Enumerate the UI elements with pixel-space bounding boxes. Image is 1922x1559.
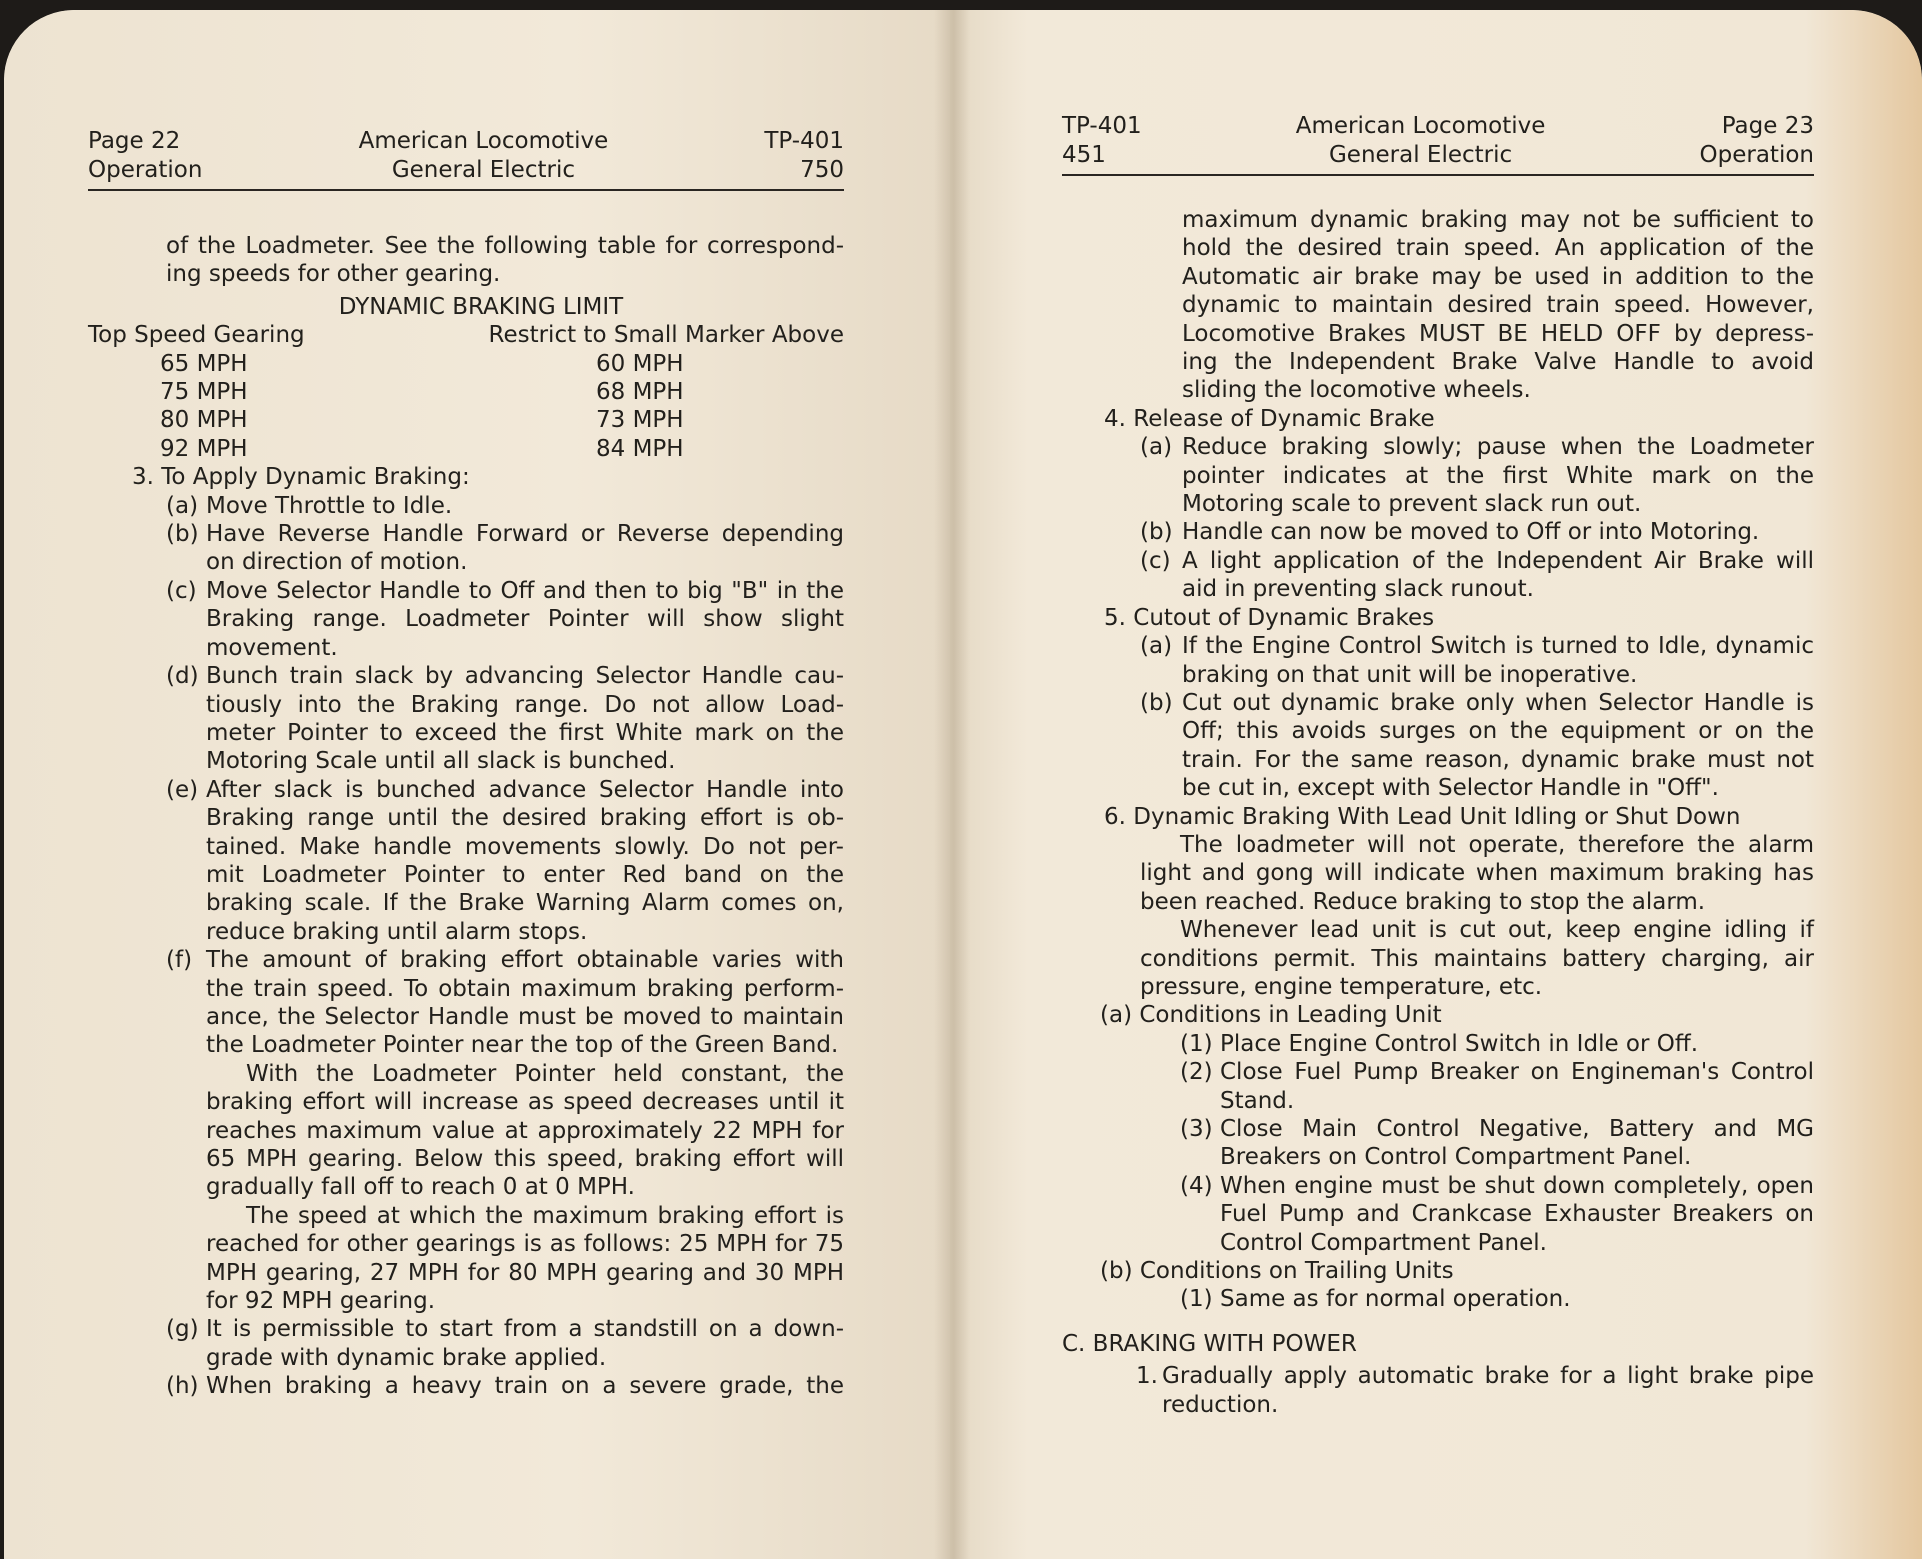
sub-b-title: (b) Conditions on Trailing Units [1100,1258,1454,1285]
table-row [88,435,844,463]
right-header-doc-block [1062,112,1142,170]
item-label: (1) [1180,1030,1213,1057]
table-row [88,378,844,406]
step-4-title: 4. Release of Dynamic Brake [1104,405,1435,432]
list-item [1180,1285,1814,1313]
list-item [166,577,844,662]
sub-a-title: (a) Conditions in Leading Unit [1100,1002,1442,1029]
item-label: (f) [166,947,193,974]
item-label: (c) [1140,547,1171,574]
item-text: Bunch train slack by advancing Selector Handle cau- tiously into the Braking range. Do not allow Load- meter Pointer to exceed the first White mark on the Motoring Scale until all slack is bunched. [206,663,844,775]
item-label: 1. [1136,1363,1158,1390]
limit-speed: 84 MPH [596,435,684,462]
intro-paragraph: of the Loadmeter. See the following table for correspond- ing speeds for other gearing. [166,233,844,288]
item-text: When engine must be shut down completely, open Fuel Pump and Crankcase Exhauster Breakers on Control Compartment Panel. [1220,1172,1814,1256]
step-6-paragraph-2: Whenever lead unit is cut out, keep engine idling if conditions permit. This maintains battery charging, air pressure, engine temperature, etc. [1140,917,1814,1000]
gear-speed: 92 MPH [160,435,248,462]
left-page [4,10,950,1559]
list-item [166,492,844,520]
left-page-body [88,232,844,1401]
left-header-page-block [88,127,202,185]
step-6-body [1062,831,1814,1001]
item-text: Move Throttle to Idle. [206,492,453,519]
item-label: (h) [166,1373,199,1400]
step-3-list [88,492,844,1401]
section-name: Operation [1699,142,1814,168]
item-text: Same as for normal operation. [1220,1286,1571,1313]
limit-speed: 60 MPH [596,350,684,377]
step-3-title: 3. To Apply Dynamic Braking: [132,464,470,491]
right-page-header [1062,112,1814,176]
list-item [1140,518,1814,546]
list-item [1140,547,1814,604]
list-item [166,776,844,946]
org-line-1: American Locomotive [358,128,609,154]
list-item [1180,1172,1814,1257]
list-item [166,1315,844,1372]
list-item [166,662,844,776]
item-label: (c) [166,577,197,604]
list-item [1140,689,1814,803]
left-header-org-block [359,127,609,185]
item-label: (a) [1140,633,1173,660]
item-label: (a) [166,492,199,519]
table-header-row [88,321,844,349]
list-item [1180,1058,1814,1115]
item-text: Close Fuel Pump Breaker on Engineman's Control Stand. [1220,1059,1814,1114]
step-4-list [1062,433,1814,603]
list-item [1180,1030,1814,1058]
right-header-org-block [1296,112,1546,170]
item-text: Have Reverse Handle Forward or Reverse depending on direction of motion. [206,521,844,576]
item-label: (4) [1180,1172,1213,1199]
list-item [1136,1362,1814,1419]
limit-speed: 68 MPH [596,379,684,406]
item-text: Close Main Control Negative, Battery and MG Breakers on Control Compartment Panel. [1220,1116,1814,1171]
item-text: Reduce braking slowly; pause when the Loadmeter pointer indicates at the first White mark on the Motoring scale to prevent slack run out. [1182,434,1814,518]
gear-speed: 65 MPH [160,350,248,377]
step-6-title: 6. Dynamic Braking With Lead Unit Idling or Shut Down [1104,803,1741,830]
item-text: Place Engine Control Switch in Idle or Off. [1220,1030,1699,1057]
item-label: (a) [1140,434,1173,461]
doc-code: TP-401 [764,128,844,154]
table-title: DYNAMIC BRAKING LIMIT [338,293,624,320]
org-line-1: American Locomotive [1295,113,1546,139]
step-6-paragraph-1: The loadmeter will not operate, therefore the alarm light and gong will indicate when maximum braking has been reached. Reduce braking to stop the alarm. [1140,831,1814,915]
item-text: The amount of braking effort obtainable varies with the train speed. To obtain maximum braking perform- ance, the Selector Handle must be moved to maintain the Loadmeter Pointer near the top of the Green Band. [206,947,844,1059]
f-paragraph-2: The speed at which the maximum braking effort is reached for other gearings is as follows: 25 MPH for 75 MPH gearing, 27 MPH for 80 MPH gearing and 30 MPH for 92 MPH gearing. [206,1202,844,1315]
item-text: After slack is bunched advance Selector Handle into Braking range until the desired braking effort is ob- tained. Make handle movements slowly. Do not per- mit Loadmeter Pointer to enter Red band on the braking scale. If the Brake Warning Alarm comes on, reduce braking until alarm stops. [206,776,844,945]
doc-code: TP-401 [1062,113,1142,139]
section-c-list [1062,1362,1814,1419]
item-label: (e) [166,776,199,803]
item-text: Gradually apply automatic brake for a light brake pipe reduction. [1162,1363,1814,1418]
item-label: (b) [166,521,199,548]
list-item [166,1372,844,1400]
left-header-doc-block [764,127,844,185]
item-text: Handle can now be moved to Off or into Motoring. [1182,519,1760,546]
item-label: (3) [1180,1116,1213,1142]
list-item [1180,1115,1814,1172]
step-5-list [1062,632,1814,802]
item-text: Cut out dynamic brake only when Selector Handle is Off; this avoids surges on the equipment or on the train. For the same reason, dynamic brake must not be cut in, except with Selector Handle in "Off". [1182,689,1814,802]
gear-speed: 80 MPH [160,407,248,434]
page-number: Page 22 [88,128,181,154]
item-text: It is permissible to start from a standstill on a down- grade with dynamic brake applied. [206,1316,844,1371]
table-col-limit: Restrict to Small Marker Above [488,322,844,349]
table-row [88,350,844,378]
list-item [166,520,844,577]
sub-b-list [1062,1285,1814,1313]
org-line-2: General Electric [1328,142,1513,168]
step-5-title: 5. Cutout of Dynamic Brakes [1104,604,1435,631]
gear-speed: 75 MPH [160,379,248,406]
section-name: Operation [88,157,203,183]
section-c-title: C. BRAKING WITH POWER [1062,1330,1357,1357]
org-line-2: General Electric [391,157,575,183]
limit-speed: 73 MPH [596,407,684,434]
item-text: When braking a heavy train on a severe grade, the [206,1373,844,1400]
item-label: (b) [1140,519,1173,546]
list-item [166,946,844,1060]
item-label: (2) [1180,1059,1213,1086]
item-label: (g) [166,1316,199,1343]
binding-gutter [934,10,970,1559]
list-item [1140,433,1814,518]
item-text: Move Selector Handle to Off and then to big "B" in the Braking range. Loadmeter Pointer will show slight movement. [206,577,844,661]
right-header-page-block [1700,112,1814,170]
right-page [950,10,1922,1559]
braking-limit-table [88,293,844,463]
f-paragraph-1: With the Loadmeter Pointer held constant, the braking effort will increase as speed decreases until it reaches maximum value at approximately 22 MPH for 65 MPH gearing. Below this speed, braking effort will gradually fall off to reach 0 at 0 MPH. [206,1060,844,1201]
sub-a-list [1062,1030,1814,1257]
table-row [88,406,844,434]
page-number: Page 23 [1721,113,1814,139]
item-label: (b) [1140,689,1173,716]
table-col-gearing: Top Speed Gearing [88,322,305,349]
item-label: (1) [1180,1286,1213,1313]
right-page-body [1062,206,1814,1419]
list-item [1140,632,1814,689]
doc-number: 750 [800,157,844,183]
booklet [4,10,1922,1559]
doc-number: 451 [1062,142,1106,168]
item-label: (d) [166,663,199,690]
left-page-header [88,127,844,191]
continued-paragraph: maximum dynamic braking may not be sufficient to hold the desired train speed. An application of the Automatic air brake may be used in addition to the dynamic to maintain desired train speed. However, Locomotive Brakes MUST BE HELD OFF by depress- ing the Independent Brake Valve Handle to avoid sliding the locomotive wheels. [1182,207,1814,404]
item-text: A light application of the Independent Air Brake will aid in preventing slack runout. [1182,547,1814,603]
item-text: If the Engine Control Switch is turned to Idle, dynamic braking on that unit will be inoperative. [1182,633,1814,688]
